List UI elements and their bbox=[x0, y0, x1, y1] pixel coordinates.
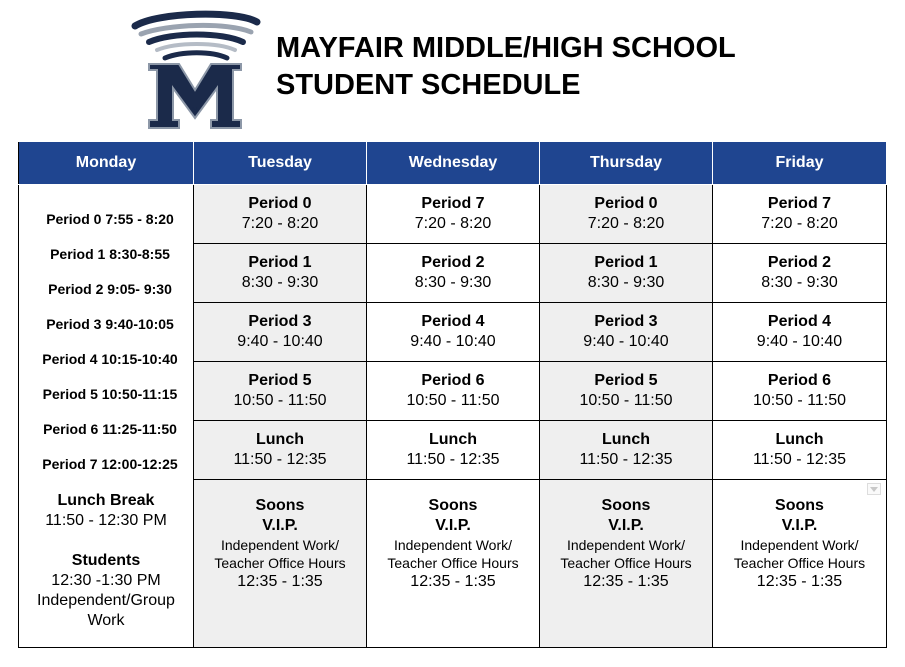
period-time: 9:40 - 10:40 bbox=[237, 333, 323, 350]
period-cell bbox=[367, 421, 540, 480]
period-name: Period 7 bbox=[767, 195, 832, 212]
vip-subtitle: V.I.P. bbox=[435, 516, 471, 534]
vip-time: 12:35 - 1:35 bbox=[583, 572, 669, 590]
day-header-tuesday: Tuesday bbox=[194, 142, 367, 185]
monday-period-item: Period 2 9:05- 9:30 bbox=[48, 281, 172, 297]
period-name: Period 6 bbox=[421, 372, 485, 389]
period-name: Period 1 bbox=[248, 254, 312, 271]
period-name: Period 7 bbox=[421, 195, 485, 212]
dropdown-arrow-icon[interactable] bbox=[867, 483, 881, 495]
schedule-table bbox=[18, 141, 887, 648]
period-time: 11:50 - 12:35 bbox=[579, 451, 673, 468]
lunch-break-label: Lunch Break bbox=[57, 492, 155, 509]
vip-cell bbox=[194, 480, 367, 648]
period-time: 11:50 - 12:35 bbox=[406, 451, 500, 468]
monday-period-item: Period 1 8:30-8:55 bbox=[50, 246, 170, 262]
vip-desc: Teacher Office Hours bbox=[560, 554, 692, 571]
period-cell bbox=[367, 303, 540, 362]
period-time: 9:40 - 10:40 bbox=[756, 333, 843, 350]
period-name: Period 6 bbox=[767, 372, 832, 389]
day-header-monday: Monday bbox=[19, 142, 194, 185]
period-cell bbox=[367, 185, 540, 244]
vip-desc: Teacher Office Hours bbox=[214, 554, 346, 571]
period-time: 7:20 - 8:20 bbox=[761, 215, 838, 232]
vip-time: 12:35 - 1:35 bbox=[756, 572, 843, 590]
period-cell bbox=[713, 303, 887, 362]
vip-time: 12:35 - 1:35 bbox=[237, 572, 323, 590]
period-name: Period 1 bbox=[594, 254, 658, 271]
period-name: Period 5 bbox=[594, 372, 658, 389]
period-cell bbox=[540, 421, 713, 480]
monday-students-block bbox=[19, 551, 193, 631]
period-time: 9:40 - 10:40 bbox=[410, 333, 496, 350]
vip-desc: Independent Work/ bbox=[566, 536, 686, 553]
period-name: Period 2 bbox=[767, 254, 832, 271]
period-name: Period 3 bbox=[248, 313, 312, 330]
period-time: 10:50 - 11:50 bbox=[579, 392, 673, 409]
period-cell bbox=[367, 244, 540, 303]
period-time: 8:30 - 9:30 bbox=[587, 274, 665, 291]
vip-cell bbox=[367, 480, 540, 648]
day-header-wednesday: Wednesday bbox=[367, 142, 540, 185]
period-cell bbox=[713, 244, 887, 303]
period-name: Lunch bbox=[256, 431, 304, 448]
monday-period-item: Period 0 7:55 - 8:20 bbox=[46, 211, 174, 227]
period-cell bbox=[540, 185, 713, 244]
vip-title: Soons bbox=[428, 496, 478, 514]
vip-desc: Independent Work/ bbox=[393, 536, 513, 553]
period-time: 9:40 - 10:40 bbox=[583, 333, 669, 350]
students-time: 12:30 -1:30 PM bbox=[51, 572, 161, 589]
monday-period-item: Period 7 12:00-12:25 bbox=[42, 456, 178, 472]
lunch-break-time: 11:50 - 12:30 PM bbox=[45, 512, 167, 529]
period-time: 8:30 - 9:30 bbox=[414, 274, 492, 291]
period-time: 7:20 - 8:20 bbox=[241, 215, 319, 232]
day-header-row bbox=[19, 142, 887, 185]
vip-subtitle: V.I.P. bbox=[262, 516, 298, 534]
vip-desc: Independent Work/ bbox=[220, 536, 340, 553]
students-desc: Work bbox=[87, 612, 125, 629]
period-time: 11:50 - 12:35 bbox=[752, 451, 847, 468]
page-header bbox=[0, 0, 905, 140]
monday-period-item: Period 3 9:40-10:05 bbox=[46, 316, 174, 332]
students-desc: Independent/Group bbox=[37, 592, 175, 609]
period-name: Period 2 bbox=[421, 254, 485, 271]
monday-column bbox=[19, 185, 194, 648]
vip-cell bbox=[713, 480, 887, 648]
period-cell bbox=[194, 362, 367, 421]
school-logo-icon bbox=[127, 8, 262, 130]
period-time: 7:20 - 8:20 bbox=[587, 215, 665, 232]
period-name: Lunch bbox=[602, 431, 650, 448]
period-name: Lunch bbox=[429, 431, 477, 448]
vip-cell bbox=[540, 480, 713, 648]
period-name: Period 3 bbox=[594, 313, 658, 330]
page-title bbox=[276, 30, 736, 104]
period-cell bbox=[194, 303, 367, 362]
period-time: 8:30 - 9:30 bbox=[761, 274, 838, 291]
vip-subtitle: V.I.P. bbox=[608, 516, 644, 534]
vip-desc: Teacher Office Hours bbox=[733, 554, 866, 571]
period-cell bbox=[713, 185, 887, 244]
monday-period-list bbox=[19, 201, 193, 491]
logo-letter: M bbox=[191, 105, 199, 114]
monday-period-item: Period 4 10:15-10:40 bbox=[42, 351, 178, 367]
period-cell bbox=[367, 362, 540, 421]
period-cell bbox=[194, 421, 367, 480]
period-time: 10:50 - 11:50 bbox=[233, 392, 327, 409]
vip-desc: Teacher Office Hours bbox=[387, 554, 519, 571]
vip-subtitle: V.I.P. bbox=[781, 516, 818, 534]
period-cell bbox=[713, 421, 887, 480]
period-cell bbox=[194, 185, 367, 244]
period-name: Period 0 bbox=[594, 195, 658, 212]
students-label: Students bbox=[71, 552, 141, 569]
day-header-friday: Friday bbox=[713, 142, 887, 185]
vip-desc: Independent Work/ bbox=[740, 536, 859, 553]
period-time: 11:50 - 12:35 bbox=[233, 451, 327, 468]
period-name: Period 4 bbox=[421, 313, 485, 330]
period-time: 8:30 - 9:30 bbox=[241, 274, 319, 291]
period-cell bbox=[540, 362, 713, 421]
schedule-row bbox=[19, 185, 887, 244]
period-time: 10:50 - 11:50 bbox=[406, 392, 500, 409]
monday-period-item: Period 6 11:25-11:50 bbox=[43, 421, 177, 437]
period-name: Lunch bbox=[775, 431, 824, 448]
day-header-thursday: Thursday bbox=[540, 142, 713, 185]
period-time: 10:50 - 11:50 bbox=[752, 392, 847, 409]
monday-period-item: Period 5 10:50-11:15 bbox=[42, 386, 178, 402]
period-cell bbox=[194, 244, 367, 303]
period-name: Period 5 bbox=[248, 372, 312, 389]
vip-title: Soons bbox=[601, 496, 651, 514]
vip-time: 12:35 - 1:35 bbox=[410, 572, 496, 590]
school-name: MAYFAIR MIDDLE/HIGH SCHOOL bbox=[276, 32, 736, 64]
period-cell bbox=[540, 244, 713, 303]
period-name: Period 0 bbox=[248, 195, 312, 212]
schedule-subtitle: STUDENT SCHEDULE bbox=[276, 69, 581, 101]
monday-lunch-block bbox=[19, 491, 193, 531]
vip-title: Soons bbox=[775, 496, 824, 514]
period-name: Period 4 bbox=[767, 313, 832, 330]
period-cell bbox=[713, 362, 887, 421]
vip-title: Soons bbox=[255, 496, 305, 514]
period-cell bbox=[540, 303, 713, 362]
period-time: 7:20 - 8:20 bbox=[414, 215, 492, 232]
